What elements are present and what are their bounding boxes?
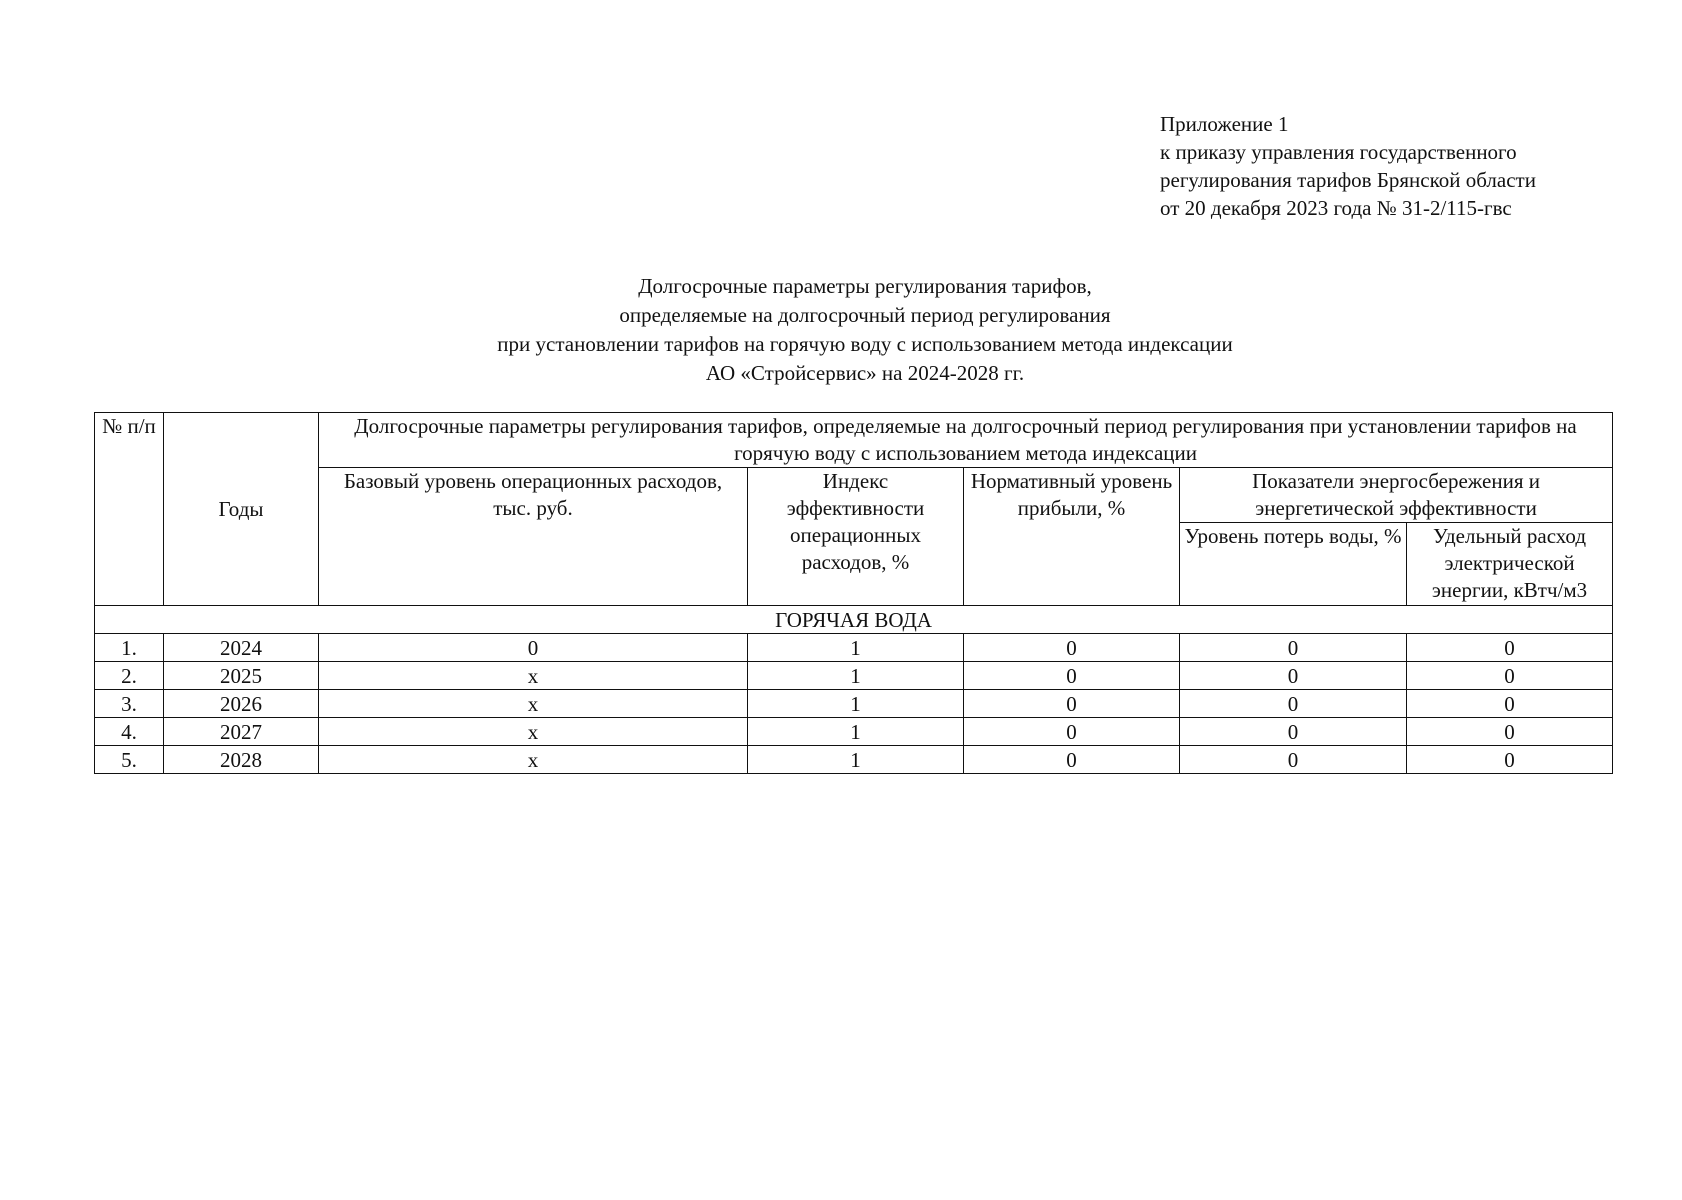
cell-year: 2025: [164, 662, 319, 690]
title-line-1: Долгосрочные параметры регулирования тарифов,: [638, 274, 1092, 298]
header-num: № п/п: [95, 413, 164, 606]
table-row: [95, 690, 1613, 718]
document-title: [200, 272, 1530, 388]
cell-elec: 0: [1407, 746, 1613, 774]
table-row: [95, 718, 1613, 746]
cell-index: 1: [748, 634, 964, 662]
header-electricity: Удельный расход электрической энергии, кВтч/м3: [1407, 523, 1613, 606]
cell-num: 5.: [95, 746, 164, 774]
cell-elec: 0: [1407, 662, 1613, 690]
title-line-4: АО «Стройсервис» на 2024-2028 гг.: [705, 361, 1025, 385]
cell-year: 2024: [164, 634, 319, 662]
cell-base: x: [319, 662, 748, 690]
cell-profit: 0: [964, 746, 1180, 774]
header-water-loss: Уровень потерь воды, %: [1180, 523, 1407, 606]
table-row: [95, 634, 1613, 662]
table-row: [95, 662, 1613, 690]
cell-num: 4.: [95, 718, 164, 746]
cell-year: 2026: [164, 690, 319, 718]
section-hot-water: ГОРЯЧАЯ ВОДА: [95, 606, 1613, 634]
cell-base: x: [319, 690, 748, 718]
cell-year: 2027: [164, 718, 319, 746]
header-efficiency-index: Индекс эффективности операционных расходов, %: [748, 468, 964, 606]
appendix-line-4: от 20 декабря 2023 года № 31-2/115-гвс: [1160, 196, 1512, 220]
header-energy-group: Показатели энергосбережения и энергетической эффективности: [1180, 468, 1613, 523]
appendix-line-1: Приложение 1: [1160, 112, 1289, 136]
header-profit-level: Нормативный уровень прибыли, %: [964, 468, 1180, 606]
cell-elec: 0: [1407, 634, 1613, 662]
cell-base: x: [319, 746, 748, 774]
parameters-table: [94, 412, 1613, 774]
title-line-3: при установлении тарифов на горячую воду с использованием метода индексации: [497, 332, 1233, 356]
cell-loss: 0: [1180, 746, 1407, 774]
appendix-line-2: к приказу управления государственного: [1160, 140, 1517, 164]
header-base-level: Базовый уровень операционных расходов, тыс. руб.: [319, 468, 748, 606]
title-line-2: определяемые на долгосрочный период регулирования: [619, 303, 1111, 327]
cell-num: 3.: [95, 690, 164, 718]
cell-base: x: [319, 718, 748, 746]
cell-index: 1: [748, 718, 964, 746]
header-years: Годы: [164, 413, 319, 606]
cell-num: 2.: [95, 662, 164, 690]
cell-profit: 0: [964, 662, 1180, 690]
table-row: [95, 746, 1613, 774]
cell-index: 1: [748, 746, 964, 774]
cell-index: 1: [748, 662, 964, 690]
cell-elec: 0: [1407, 690, 1613, 718]
cell-loss: 0: [1180, 690, 1407, 718]
cell-profit: 0: [964, 690, 1180, 718]
cell-elec: 0: [1407, 718, 1613, 746]
cell-loss: 0: [1180, 718, 1407, 746]
cell-profit: 0: [964, 718, 1180, 746]
cell-num: 1.: [95, 634, 164, 662]
cell-year: 2028: [164, 746, 319, 774]
cell-loss: 0: [1180, 662, 1407, 690]
cell-base: 0: [319, 634, 748, 662]
cell-loss: 0: [1180, 634, 1407, 662]
appendix-line-3: регулирования тарифов Брянской области: [1160, 168, 1536, 192]
appendix-block: [1160, 110, 1536, 222]
header-group: Долгосрочные параметры регулирования тарифов, определяемые на долгосрочный период регулирования при установлении тарифов на горячую воду с использованием метода индексации: [319, 413, 1613, 468]
cell-profit: 0: [964, 634, 1180, 662]
cell-index: 1: [748, 690, 964, 718]
